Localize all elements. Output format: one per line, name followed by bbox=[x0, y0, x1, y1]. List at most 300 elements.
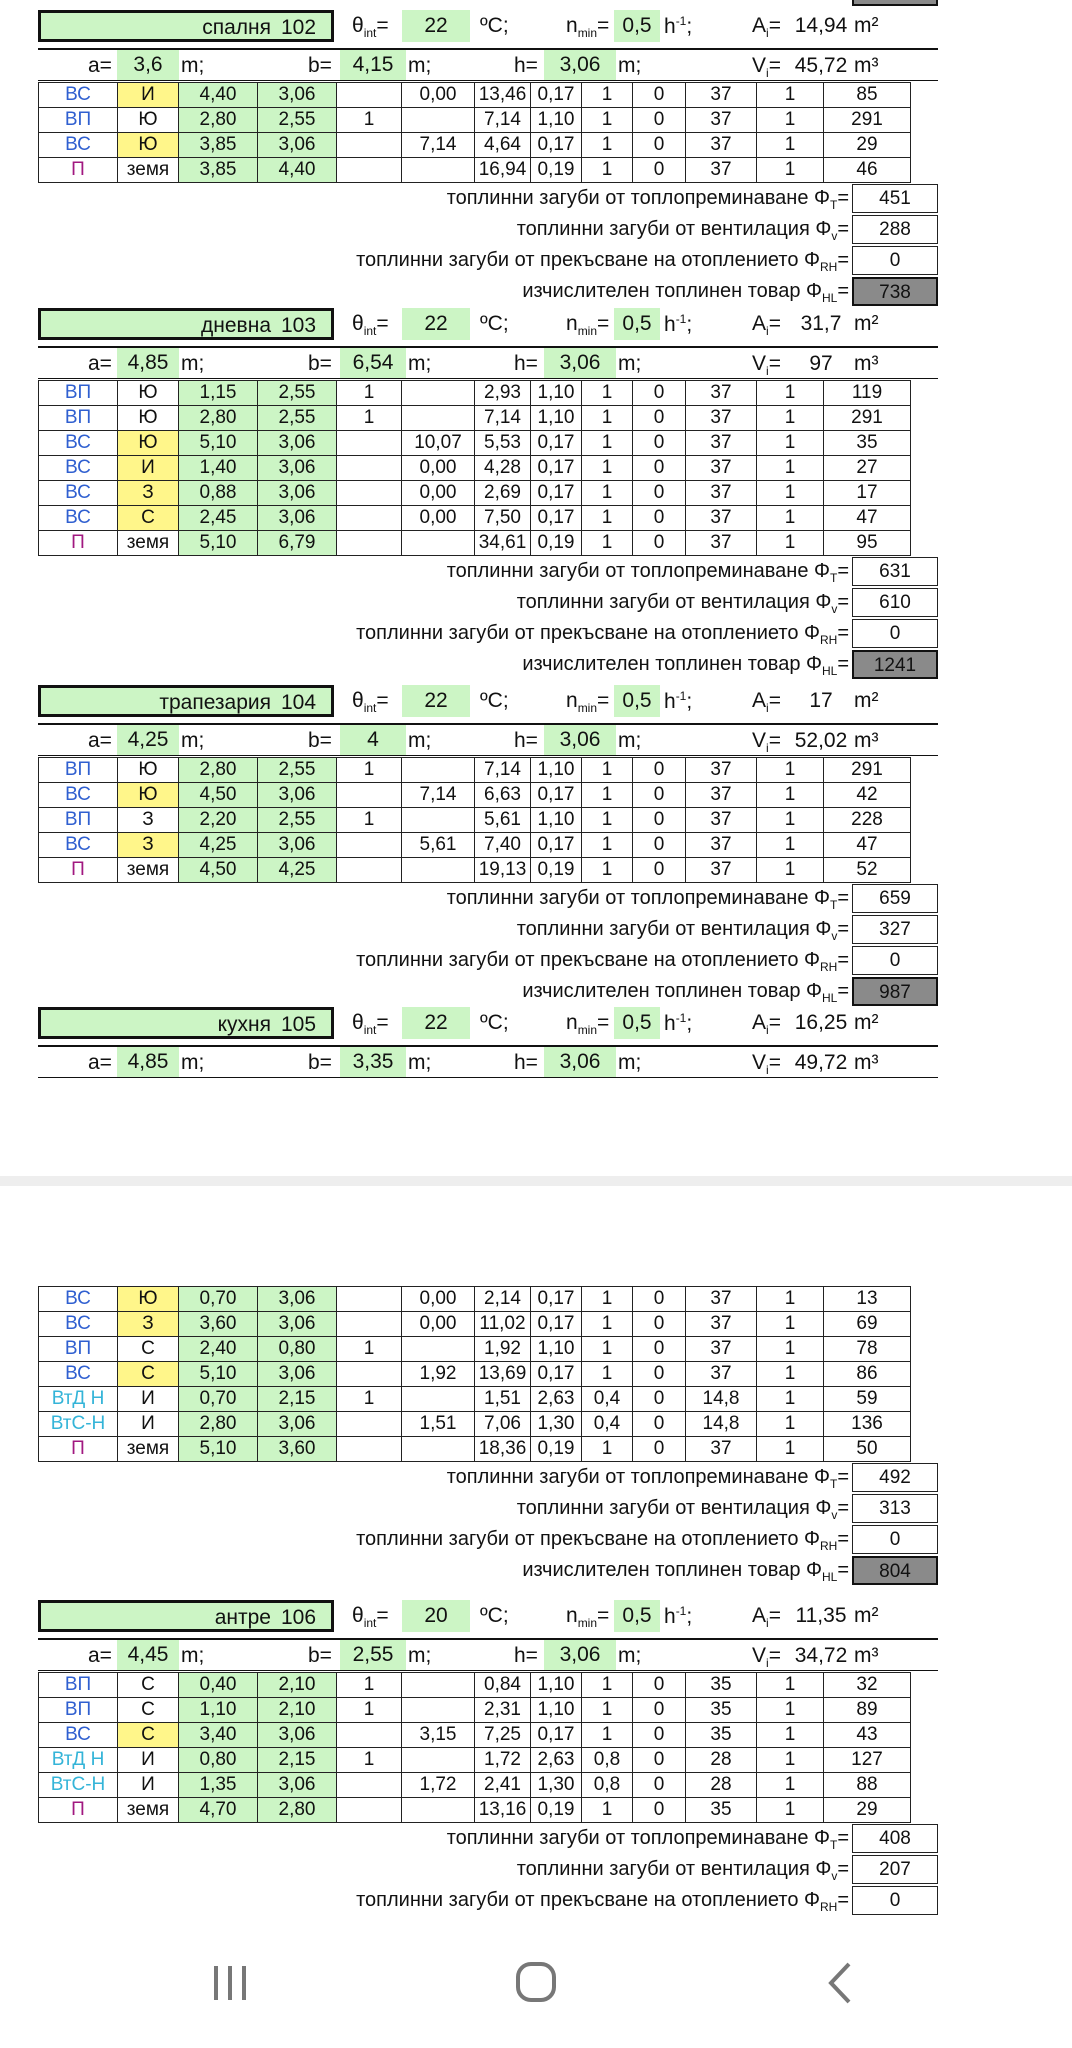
home-button[interactable] bbox=[496, 1960, 576, 2010]
cell-factor-3: 1 bbox=[757, 406, 824, 431]
table-row bbox=[39, 158, 911, 183]
cell-u-value: 0,17 bbox=[531, 133, 582, 158]
cell-factor-1: 0,4 bbox=[582, 1412, 633, 1437]
cell-height: 2,10 bbox=[258, 1698, 337, 1723]
cell-height: 3,06 bbox=[258, 1773, 337, 1798]
cell-temp-diff: 37 bbox=[686, 506, 757, 531]
cell-area: 1,92 bbox=[475, 1337, 531, 1362]
cell-factor-3: 1 bbox=[757, 1723, 824, 1748]
table-row bbox=[39, 108, 911, 133]
cell-factor-2: 0 bbox=[633, 531, 686, 556]
cell-temp-diff: 37 bbox=[686, 481, 757, 506]
transmission-loss-value: 659 bbox=[852, 884, 938, 913]
cell-element-type: ВтД Н bbox=[39, 1387, 118, 1412]
cell-factor-3: 1 bbox=[757, 133, 824, 158]
cell-area: 7,14 bbox=[475, 108, 531, 133]
h-unit: m; bbox=[618, 352, 642, 375]
transmission-loss-row bbox=[0, 1823, 1072, 1854]
cell-temp-diff: 37 bbox=[686, 133, 757, 158]
cell-deduct-area bbox=[402, 108, 475, 133]
cell-deduct-area: 0,00 bbox=[402, 1287, 475, 1312]
cell-loss-value: 119 bbox=[824, 381, 911, 406]
cell-u-value: 0,17 bbox=[531, 83, 582, 108]
cell-temp-diff: 37 bbox=[686, 783, 757, 808]
back-button[interactable] bbox=[802, 1960, 882, 2010]
cell-area: 4,64 bbox=[475, 133, 531, 158]
cell-factor-2: 0 bbox=[633, 158, 686, 183]
b-value: 2,55 bbox=[340, 1640, 406, 1670]
cell-loss-value: 95 bbox=[824, 531, 911, 556]
volume-unit: m³ bbox=[854, 729, 879, 752]
h-label: h= bbox=[514, 729, 538, 752]
reheat-loss-value: 0 bbox=[852, 1525, 938, 1554]
ventilation-loss-row bbox=[0, 914, 1072, 945]
nmin-label: $n_{min}=$ bbox=[566, 312, 610, 339]
cell-factor-1: 0,8 bbox=[582, 1748, 633, 1773]
cell-height: 4,25 bbox=[258, 858, 337, 883]
design-heat-load-label: изчислителен топлинен товар $\Phi_{HL}=$ bbox=[522, 980, 849, 1005]
reheat-loss-row bbox=[0, 245, 1072, 276]
table-row bbox=[39, 1287, 911, 1312]
cell-width: 5,10 bbox=[179, 431, 258, 456]
design-heat-load-row bbox=[0, 276, 1072, 307]
cell-factor-3: 1 bbox=[757, 858, 824, 883]
cell-width: 2,80 bbox=[179, 406, 258, 431]
cell-deduct-area: 1,51 bbox=[402, 1412, 475, 1437]
room-name: кухня bbox=[217, 1013, 271, 1036]
a-value: 4,85 bbox=[117, 348, 179, 378]
cell-area: 5,53 bbox=[475, 431, 531, 456]
cell-temp-diff: 35 bbox=[686, 1798, 757, 1823]
table-row bbox=[39, 1723, 911, 1748]
cell-deduct-area bbox=[402, 1698, 475, 1723]
a-unit: m; bbox=[181, 352, 205, 375]
cell-deduct-area: 0,00 bbox=[402, 506, 475, 531]
cell-orientation: Ю bbox=[118, 108, 179, 133]
cell-factor-3: 1 bbox=[757, 506, 824, 531]
cell-factor-2: 0 bbox=[633, 108, 686, 133]
table-row bbox=[39, 133, 911, 158]
cell-height: 2,55 bbox=[258, 758, 337, 783]
recents-icon bbox=[205, 1960, 255, 2006]
cell-height: 3,06 bbox=[258, 1412, 337, 1437]
cell-factor-2: 0 bbox=[633, 83, 686, 108]
cell-factor-2: 0 bbox=[633, 858, 686, 883]
cell-loss-value: 47 bbox=[824, 506, 911, 531]
cell-deduct-area bbox=[402, 406, 475, 431]
cell-loss-value: 43 bbox=[824, 1723, 911, 1748]
cell-factor-2: 0 bbox=[633, 1437, 686, 1462]
design-heat-load-value: 987 bbox=[852, 977, 938, 1006]
cell-temp-diff: 37 bbox=[686, 108, 757, 133]
cell-u-value: 1,10 bbox=[531, 1673, 582, 1698]
nmin-label: $n_{min}=$ bbox=[566, 1011, 610, 1038]
ventilation-loss-row bbox=[0, 1493, 1072, 1524]
cell-orientation: Ю bbox=[118, 133, 179, 158]
cell-temp-diff: 37 bbox=[686, 431, 757, 456]
nmin-unit: $h^{-1}$; bbox=[664, 312, 693, 336]
cell-deduct-area: 7,14 bbox=[402, 783, 475, 808]
cell-factor-3: 1 bbox=[757, 158, 824, 183]
cell-u-value: 0,17 bbox=[531, 506, 582, 531]
cell-factor-2: 0 bbox=[633, 1312, 686, 1337]
cell-factor-1: 1 bbox=[582, 1723, 633, 1748]
elements-table bbox=[38, 757, 911, 883]
ventilation-loss-value: 610 bbox=[852, 588, 938, 617]
cell-width: 1,15 bbox=[179, 381, 258, 406]
degc-unit: ºC; bbox=[480, 1011, 509, 1034]
cell-orientation: Ю bbox=[118, 1287, 179, 1312]
elements-table bbox=[38, 1286, 911, 1462]
cell-width: 2,20 bbox=[179, 808, 258, 833]
cell-temp-diff: 37 bbox=[686, 83, 757, 108]
cell-area: 13,46 bbox=[475, 83, 531, 108]
cell-u-value: 2,63 bbox=[531, 1748, 582, 1773]
cell-deduct-area: 1,92 bbox=[402, 1362, 475, 1387]
cell-factor-3: 1 bbox=[757, 758, 824, 783]
cell-factor-1: 1 bbox=[582, 808, 633, 833]
cell-orientation: С bbox=[118, 1673, 179, 1698]
cell-factor-3: 1 bbox=[757, 1748, 824, 1773]
reheat-loss-label: топлинни загуби от прекъсване на отоплението $\Phi_{RH}=$ bbox=[356, 1889, 849, 1914]
ventilation-loss-label: топлинни загуби от вентилация $\Phi_v=$ bbox=[516, 918, 849, 943]
cell-factor-2: 0 bbox=[633, 1723, 686, 1748]
cell-factor-1: 1 bbox=[582, 1362, 633, 1387]
cell-factor-3: 1 bbox=[757, 1287, 824, 1312]
cell-count bbox=[337, 1798, 402, 1823]
area-value: 16,25 bbox=[794, 1011, 848, 1034]
theta-label: $\theta_{int}=$ bbox=[352, 689, 389, 716]
cell-factor-2: 0 bbox=[633, 431, 686, 456]
cell-element-type: ВП bbox=[39, 1337, 118, 1362]
nmin-unit: $h^{-1}$; bbox=[664, 1604, 693, 1628]
cell-u-value: 0,17 bbox=[531, 1723, 582, 1748]
cell-loss-value: 17 bbox=[824, 481, 911, 506]
a-value: 4,85 bbox=[117, 1047, 179, 1077]
room-title-box bbox=[38, 685, 334, 717]
area-label: $A_i=$ bbox=[752, 14, 781, 41]
nmin-unit: $h^{-1}$; bbox=[664, 689, 693, 713]
dims-rule bbox=[38, 80, 938, 81]
cell-loss-value: 228 bbox=[824, 808, 911, 833]
cell-loss-value: 78 bbox=[824, 1337, 911, 1362]
cell-width: 5,10 bbox=[179, 531, 258, 556]
cell-area: 16,94 bbox=[475, 158, 531, 183]
cell-factor-3: 1 bbox=[757, 83, 824, 108]
b-label: b= bbox=[308, 54, 332, 77]
cell-orientation: Ю bbox=[118, 431, 179, 456]
cell-area: 19,13 bbox=[475, 858, 531, 883]
volume-label: $V_i=$ bbox=[752, 1644, 781, 1671]
cell-area: 11,02 bbox=[475, 1312, 531, 1337]
cell-count bbox=[337, 133, 402, 158]
theta-value: 22 bbox=[402, 10, 470, 42]
design-heat-load-row bbox=[0, 649, 1072, 680]
h-value: 3,06 bbox=[544, 50, 616, 80]
nmin-unit: $h^{-1}$; bbox=[664, 1011, 693, 1035]
cell-element-type: ВП bbox=[39, 808, 118, 833]
cell-factor-3: 1 bbox=[757, 808, 824, 833]
cell-height: 3,60 bbox=[258, 1437, 337, 1462]
transmission-loss-value: 408 bbox=[852, 1824, 938, 1853]
cell-deduct-area bbox=[402, 1337, 475, 1362]
cell-u-value: 2,63 bbox=[531, 1387, 582, 1412]
reheat-loss-value: 0 bbox=[852, 246, 938, 275]
cell-element-type: ВС bbox=[39, 456, 118, 481]
table-row bbox=[39, 381, 911, 406]
cell-element-type: ВтС-Н bbox=[39, 1773, 118, 1798]
cell-factor-2: 0 bbox=[633, 133, 686, 158]
cell-height: 2,80 bbox=[258, 1798, 337, 1823]
h-value: 3,06 bbox=[544, 1047, 616, 1077]
transmission-loss-label: топлинни загуби от топлопреминаване $\Phi_T=$ bbox=[446, 1466, 849, 1491]
cell-factor-2: 0 bbox=[633, 506, 686, 531]
cell-factor-2: 0 bbox=[633, 1748, 686, 1773]
nmin-value: 0,5 bbox=[614, 10, 660, 42]
cell-loss-value: 89 bbox=[824, 1698, 911, 1723]
a-label: a= bbox=[88, 352, 112, 375]
design-heat-load-value: 738 bbox=[852, 277, 938, 306]
reheat-loss-row bbox=[0, 1524, 1072, 1555]
cell-width: 3,85 bbox=[179, 133, 258, 158]
volume-unit: m³ bbox=[854, 352, 879, 375]
elements-table bbox=[38, 380, 911, 556]
cell-width: 2,45 bbox=[179, 506, 258, 531]
cell-u-value: 0,17 bbox=[531, 783, 582, 808]
ventilation-loss-value: 313 bbox=[852, 1494, 938, 1523]
a-label: a= bbox=[88, 1051, 112, 1074]
table-row bbox=[39, 1387, 911, 1412]
cell-factor-1: 1 bbox=[582, 406, 633, 431]
cell-height: 3,06 bbox=[258, 456, 337, 481]
reheat-loss-value: 0 bbox=[852, 1886, 938, 1915]
cell-loss-value: 127 bbox=[824, 1748, 911, 1773]
room-title-box bbox=[38, 1007, 334, 1039]
b-label: b= bbox=[308, 352, 332, 375]
transmission-loss-label: топлинни загуби от топлопреминаване $\Phi_T=$ bbox=[446, 187, 849, 212]
cell-orientation: З bbox=[118, 808, 179, 833]
cell-count bbox=[337, 1412, 402, 1437]
h-label: h= bbox=[514, 1051, 538, 1074]
cell-orientation: Ю bbox=[118, 783, 179, 808]
area-value: 17 bbox=[809, 689, 833, 712]
volume-label: $V_i=$ bbox=[752, 352, 781, 379]
cell-factor-3: 1 bbox=[757, 1773, 824, 1798]
cell-factor-2: 0 bbox=[633, 1673, 686, 1698]
cell-u-value: 0,17 bbox=[531, 431, 582, 456]
a-unit: m; bbox=[181, 54, 205, 77]
design-heat-load-row bbox=[0, 1555, 1072, 1586]
cell-area: 7,14 bbox=[475, 758, 531, 783]
cell-factor-3: 1 bbox=[757, 381, 824, 406]
room-header bbox=[0, 8, 1072, 50]
b-label: b= bbox=[308, 1644, 332, 1667]
cell-count: 1 bbox=[337, 808, 402, 833]
area-label: $A_i=$ bbox=[752, 312, 781, 339]
cell-u-value: 0,19 bbox=[531, 531, 582, 556]
cell-count bbox=[337, 783, 402, 808]
cell-count: 1 bbox=[337, 1698, 402, 1723]
room-number: 105 bbox=[281, 1013, 317, 1036]
design-heat-load-row bbox=[0, 976, 1072, 1007]
cell-height: 3,06 bbox=[258, 1312, 337, 1337]
cell-count bbox=[337, 83, 402, 108]
cell-height: 3,06 bbox=[258, 783, 337, 808]
cell-deduct-area: 0,00 bbox=[402, 83, 475, 108]
table-row bbox=[39, 1337, 911, 1362]
volume-value: 34,72 bbox=[794, 1644, 848, 1667]
cell-count: 1 bbox=[337, 1387, 402, 1412]
cell-factor-1: 1 bbox=[582, 758, 633, 783]
cell-temp-diff: 37 bbox=[686, 808, 757, 833]
cell-width: 4,70 bbox=[179, 1798, 258, 1823]
cell-factor-2: 0 bbox=[633, 1773, 686, 1798]
degc-unit: ºC; bbox=[480, 14, 509, 37]
dims-rule bbox=[38, 1077, 938, 1078]
cell-width: 1,35 bbox=[179, 1773, 258, 1798]
cell-element-type: П bbox=[39, 1798, 118, 1823]
cell-factor-1: 1 bbox=[582, 1287, 633, 1312]
room-header bbox=[0, 306, 1072, 348]
cell-count: 1 bbox=[337, 108, 402, 133]
cell-loss-value: 291 bbox=[824, 108, 911, 133]
cell-deduct-area bbox=[402, 1387, 475, 1412]
cell-u-value: 0,19 bbox=[531, 158, 582, 183]
cell-area: 7,14 bbox=[475, 406, 531, 431]
cell-height: 3,06 bbox=[258, 1723, 337, 1748]
volume-value: 52,02 bbox=[794, 729, 848, 752]
cell-count bbox=[337, 1312, 402, 1337]
cell-count bbox=[337, 1287, 402, 1312]
area-unit: m² bbox=[854, 1604, 879, 1627]
cell-width: 4,50 bbox=[179, 783, 258, 808]
cell-count: 1 bbox=[337, 1673, 402, 1698]
ventilation-loss-label: топлинни загуби от вентилация $\Phi_v=$ bbox=[516, 1497, 849, 1522]
cell-height: 2,55 bbox=[258, 381, 337, 406]
h-unit: m; bbox=[618, 54, 642, 77]
cell-factor-3: 1 bbox=[757, 1337, 824, 1362]
transmission-loss-value: 492 bbox=[852, 1463, 938, 1492]
cell-orientation: С bbox=[118, 1698, 179, 1723]
reheat-loss-row bbox=[0, 1885, 1072, 1916]
cell-height: 3,06 bbox=[258, 431, 337, 456]
h-label: h= bbox=[514, 54, 538, 77]
cell-deduct-area bbox=[402, 381, 475, 406]
a-value: 3,6 bbox=[117, 50, 179, 80]
cell-height: 6,79 bbox=[258, 531, 337, 556]
cell-width: 0,70 bbox=[179, 1387, 258, 1412]
cell-count bbox=[337, 481, 402, 506]
h-unit: m; bbox=[618, 1644, 642, 1667]
cell-u-value: 1,30 bbox=[531, 1773, 582, 1798]
cell-area: 34,61 bbox=[475, 531, 531, 556]
cell-deduct-area bbox=[402, 1798, 475, 1823]
design-heat-load-label: изчислителен топлинен товар $\Phi_{HL}=$ bbox=[522, 653, 849, 678]
area-value: 31,7 bbox=[800, 312, 842, 335]
volume-unit: m³ bbox=[854, 54, 879, 77]
area-unit: m² bbox=[854, 689, 879, 712]
cell-factor-1: 1 bbox=[582, 431, 633, 456]
cell-area: 7,25 bbox=[475, 1723, 531, 1748]
a-unit: m; bbox=[181, 729, 205, 752]
transmission-loss-value: 631 bbox=[852, 557, 938, 586]
cell-factor-1: 0,8 bbox=[582, 1773, 633, 1798]
cell-loss-value: 13 bbox=[824, 1287, 911, 1312]
recents-button[interactable] bbox=[190, 1960, 270, 2010]
cell-factor-2: 0 bbox=[633, 808, 686, 833]
a-label: a= bbox=[88, 729, 112, 752]
room-dimensions bbox=[0, 50, 1072, 82]
a-value: 4,25 bbox=[117, 725, 179, 755]
cell-orientation: С bbox=[118, 1337, 179, 1362]
cell-width: 0,40 bbox=[179, 1673, 258, 1698]
cell-deduct-area bbox=[402, 158, 475, 183]
cell-element-type: П bbox=[39, 158, 118, 183]
cell-factor-1: 1 bbox=[582, 833, 633, 858]
ventilation-loss-value: 327 bbox=[852, 915, 938, 944]
cell-width: 4,40 bbox=[179, 83, 258, 108]
cell-orientation: И bbox=[118, 1412, 179, 1437]
dims-rule bbox=[38, 378, 938, 379]
a-label: a= bbox=[88, 54, 112, 77]
cell-u-value: 0,19 bbox=[531, 1437, 582, 1462]
cell-width: 0,70 bbox=[179, 1287, 258, 1312]
cell-deduct-area bbox=[402, 808, 475, 833]
cell-factor-3: 1 bbox=[757, 1698, 824, 1723]
cell-factor-1: 1 bbox=[582, 1312, 633, 1337]
h-unit: m; bbox=[618, 729, 642, 752]
cell-width: 1,10 bbox=[179, 1698, 258, 1723]
cell-temp-diff: 37 bbox=[686, 833, 757, 858]
room-dimensions bbox=[0, 1047, 1072, 1079]
cell-element-type: ВС bbox=[39, 833, 118, 858]
cell-temp-diff: 37 bbox=[686, 531, 757, 556]
cell-height: 2,55 bbox=[258, 406, 337, 431]
cell-orientation: земя bbox=[118, 1798, 179, 1823]
cell-factor-3: 1 bbox=[757, 833, 824, 858]
table-row bbox=[39, 1748, 911, 1773]
cell-factor-2: 0 bbox=[633, 1337, 686, 1362]
home-icon bbox=[511, 1960, 561, 2006]
transmission-loss-row bbox=[0, 183, 1072, 214]
volume-label: $V_i=$ bbox=[752, 729, 781, 756]
h-label: h= bbox=[514, 352, 538, 375]
cell-factor-1: 1 bbox=[582, 456, 633, 481]
room-name: спалня bbox=[202, 16, 271, 39]
degc-unit: ºC; bbox=[480, 689, 509, 712]
cell-width: 4,50 bbox=[179, 858, 258, 883]
cell-height: 3,06 bbox=[258, 1362, 337, 1387]
table-row bbox=[39, 83, 911, 108]
area-label: $A_i=$ bbox=[752, 689, 781, 716]
cell-factor-3: 1 bbox=[757, 1362, 824, 1387]
dims-rule bbox=[38, 755, 938, 756]
cell-factor-1: 0,4 bbox=[582, 1387, 633, 1412]
cell-height: 3,06 bbox=[258, 833, 337, 858]
cell-orientation: Ю bbox=[118, 758, 179, 783]
cell-factor-2: 0 bbox=[633, 1698, 686, 1723]
cell-orientation: Ю bbox=[118, 381, 179, 406]
cell-factor-3: 1 bbox=[757, 431, 824, 456]
cell-u-value: 1,10 bbox=[531, 758, 582, 783]
ventilation-loss-value: 207 bbox=[852, 1855, 938, 1884]
cell-element-type: ВС bbox=[39, 133, 118, 158]
room-title-box bbox=[38, 10, 334, 42]
ventilation-loss-value: 288 bbox=[852, 215, 938, 244]
cell-count bbox=[337, 158, 402, 183]
room-number: 104 bbox=[281, 691, 317, 714]
reheat-loss-label: топлинни загуби от прекъсване на отоплението $\Phi_{RH}=$ bbox=[356, 622, 849, 647]
